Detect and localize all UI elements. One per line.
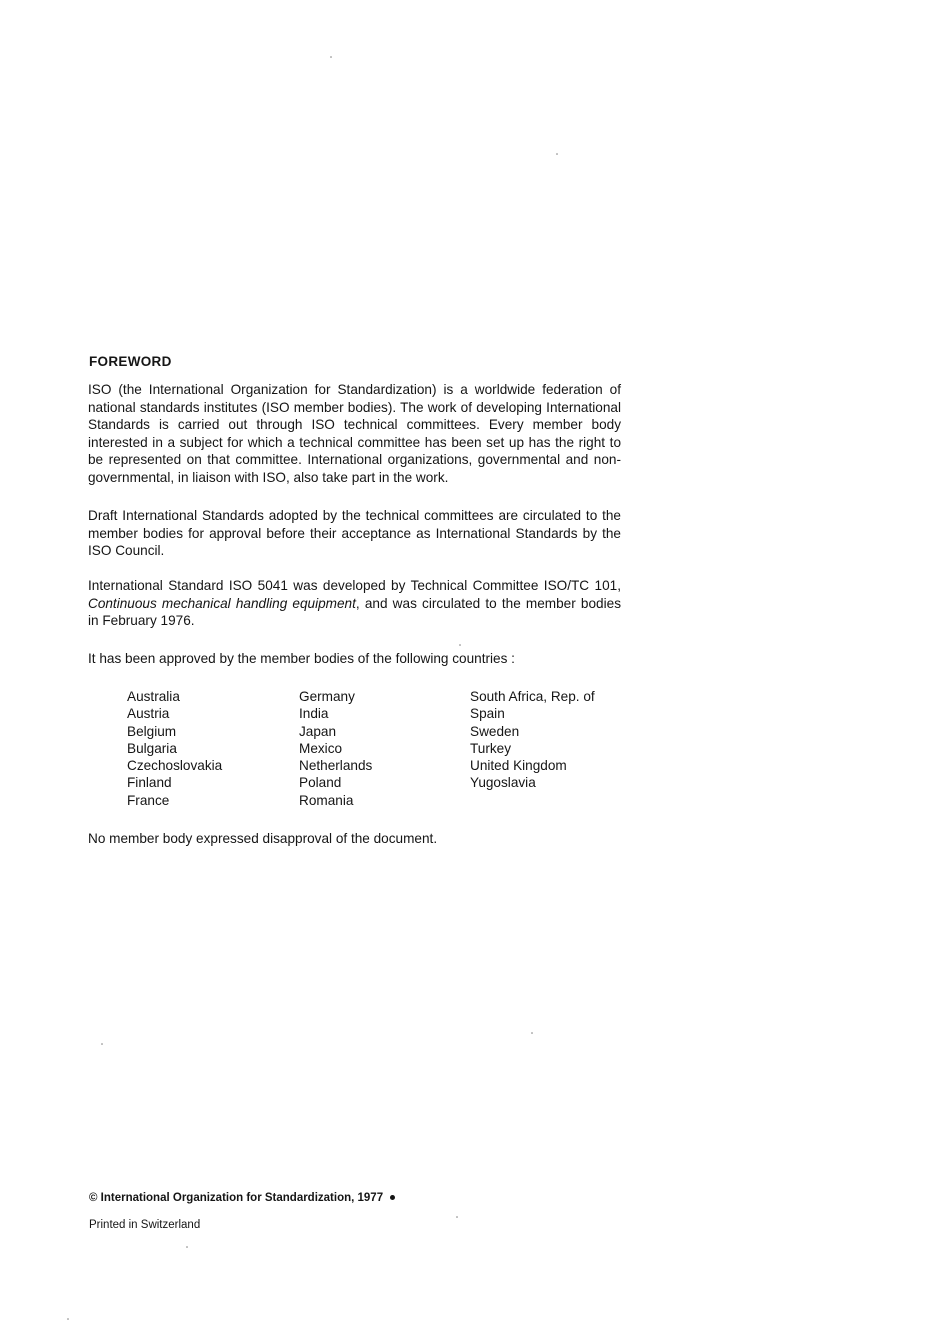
country-name: Netherlands: [299, 758, 373, 774]
country-name: Czechoslovakia: [127, 758, 223, 774]
speck: [186, 1246, 188, 1248]
speck: [556, 153, 558, 155]
speck: [67, 1318, 69, 1320]
country-name: Spain: [470, 706, 505, 722]
country-name: Romania: [299, 792, 354, 808]
foreword-paragraph-standard: [88, 577, 621, 630]
foreword-paragraph-draft: Draft International Standards adopted by the technical committees are circulated to the member bodies for approval before their acceptance as International Standards by the ISO Council.: [88, 508, 621, 559]
country-name: Japan: [299, 723, 337, 739]
copyright-text: © International Organization for Standardization, 1977: [89, 1192, 384, 1204]
country-name: Australia: [127, 689, 180, 704]
country-name: Finland: [127, 775, 172, 791]
country-name: Germany: [299, 689, 355, 704]
copyright-notice: [89, 1192, 395, 1204]
standard-circulation-text: , and was circulated to the member bodies in February 1976.: [88, 595, 621, 629]
country-name: Sweden: [470, 723, 520, 739]
foreword-paragraph-disapproval: No member body expressed disapproval of the document.: [88, 831, 438, 846]
committee-title: Continuous mechanical handling equipment: [88, 595, 356, 611]
country-name: France: [127, 792, 170, 808]
speck: [456, 1216, 458, 1218]
foreword-paragraph-approval: It has been approved by the member bodies of the following countries :: [88, 651, 515, 666]
country-column-3: [470, 688, 595, 792]
foreword-paragraph-iso: ISO (the International Organization for Standardization) is a worldwide federation of national standards institutes (ISO member bodies). The work of developing International Standards is carried out through ISO technical committees. Every member body interested in a subject for which a technical committee has been set up has the right to be represented on that committee. International organizations, governmental and non-governmental, in liaison with ISO, also take part in the work.: [88, 382, 621, 485]
country-name: India: [299, 706, 329, 722]
country-name: Austria: [127, 706, 170, 722]
country-column-1: [127, 688, 222, 809]
country-name: Poland: [299, 775, 342, 791]
bullet-icon: [390, 1195, 395, 1200]
speck: [531, 1032, 533, 1034]
speck: [459, 644, 461, 646]
country-name: Bulgaria: [127, 740, 177, 756]
speck: [101, 1043, 103, 1045]
country-name: Mexico: [299, 740, 343, 756]
foreword-heading: FOREWORD: [89, 354, 172, 369]
country-name: South Africa, Rep. of: [470, 689, 595, 704]
country-name: Turkey: [470, 740, 512, 756]
country-column-2: [299, 688, 372, 809]
country-name: Belgium: [127, 723, 177, 739]
speck: [330, 56, 332, 58]
standard-intro-text: International Standard ISO 5041 was developed by Technical Committee ISO/TC 101,: [88, 578, 621, 593]
country-name: Yugoslavia: [470, 775, 536, 791]
printed-location: Printed in Switzerland: [89, 1219, 201, 1231]
country-name: United Kingdom: [470, 758, 567, 774]
